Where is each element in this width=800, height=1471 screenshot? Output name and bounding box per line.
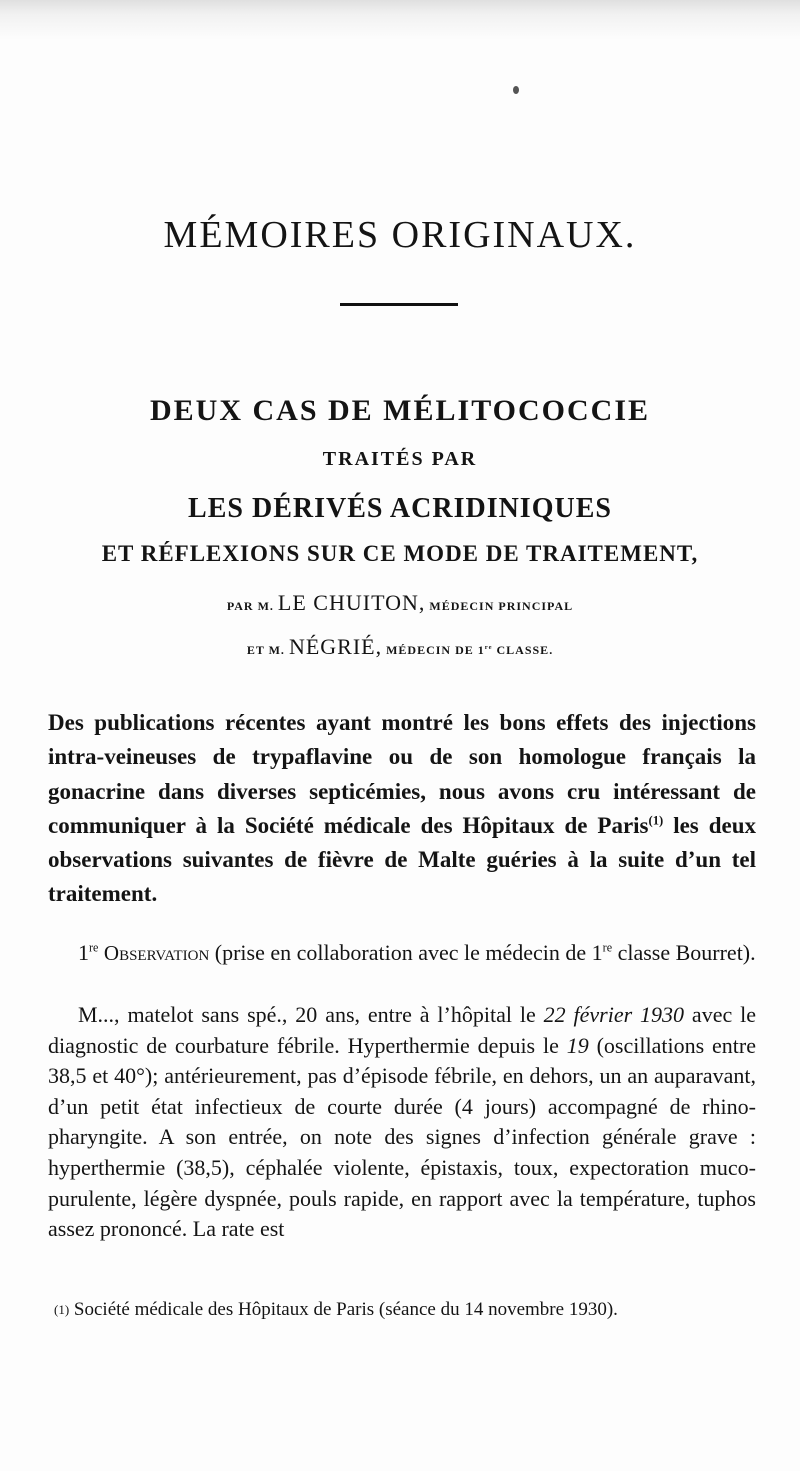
section-title: MÉMOIRES ORIGINAUX. bbox=[163, 214, 637, 256]
author-2-name: NÉGRIÉ, bbox=[288, 634, 383, 659]
scan-shadow bbox=[0, 0, 800, 40]
admission-date: 22 février 1930 bbox=[543, 1002, 685, 1027]
onset-date: 19 bbox=[566, 1032, 589, 1058]
article-title-line-1: DEUX CAS DE MÉLITOCOCCIE bbox=[149, 394, 651, 427]
footnote-mark: (1) bbox=[54, 1302, 70, 1317]
author-2-role: MÉDECIN DE 1re CLASSE. bbox=[386, 643, 554, 657]
article-title-line-2: TRAITÉS PAR bbox=[322, 448, 478, 470]
footnote-ref: (1) bbox=[648, 813, 664, 828]
observation-label: Observation bbox=[103, 941, 210, 965]
author-1-role: MÉDECIN PRINCIPAL bbox=[429, 599, 574, 613]
case-paragraph: M..., matelot sans spé., 20 ans, entre à l’hôpital le 22 février 1930 avec le diagnostic de courbature fébrile. Hyperthermie depuis le 19 (oscillations entre 38,5 et 40°); antérieurement, pas d’épisode fébrile, en dehors, un an auparavant, d’un petit état infectieux de courte durée (4 jours) accompagné de rhino-pharyngite. A son entrée, on note des signes d’infection générale grave : hyperthermie (38,5), céphalée violente, épistaxis, toux, expectoration muco-purulente, légère dyspnée, pouls rapide, en rapport avec la température, tuphos assez prononcé. La rate est bbox=[48, 1002, 756, 1242]
observation-heading: 1re Observation (prise en collaboration avec le médecin de 1re classe Bourret). bbox=[78, 940, 756, 965]
intro-paragraph: Des publications récentes ayant montré les bons effets des injections intra-veineuses de trypaflavine ou de son homologue français la gonacrine dans diverses septicémies, nous avons cru intéressant de communiquer à la Société médicale des Hôpitaux de Paris$^{(1)}$ les deux observations suivantes de fièvre de Malte guéries à la suite d’un tel traitement. bbox=[48, 710, 756, 907]
author-line-2 bbox=[0, 632, 800, 665]
author-1-prefix: PAR M. bbox=[226, 599, 274, 613]
ink-speck bbox=[513, 86, 519, 94]
title-rule bbox=[340, 303, 458, 306]
article-title-line-4: ET RÉFLEXIONS SUR CE MODE DE TRAITEMENT, bbox=[101, 541, 699, 566]
article-title-line-3: LES DÉRIVÉS ACRIDINIQUES bbox=[188, 493, 612, 524]
author-1-name: LE CHUITON, bbox=[277, 590, 426, 615]
author-2-prefix: ET M. bbox=[246, 643, 285, 657]
author-line-1 bbox=[0, 588, 800, 621]
footnote: $^{(1)}$ Société médicale des Hôpitaux de Paris (séance du 14 novembre 1930). bbox=[54, 1299, 618, 1320]
